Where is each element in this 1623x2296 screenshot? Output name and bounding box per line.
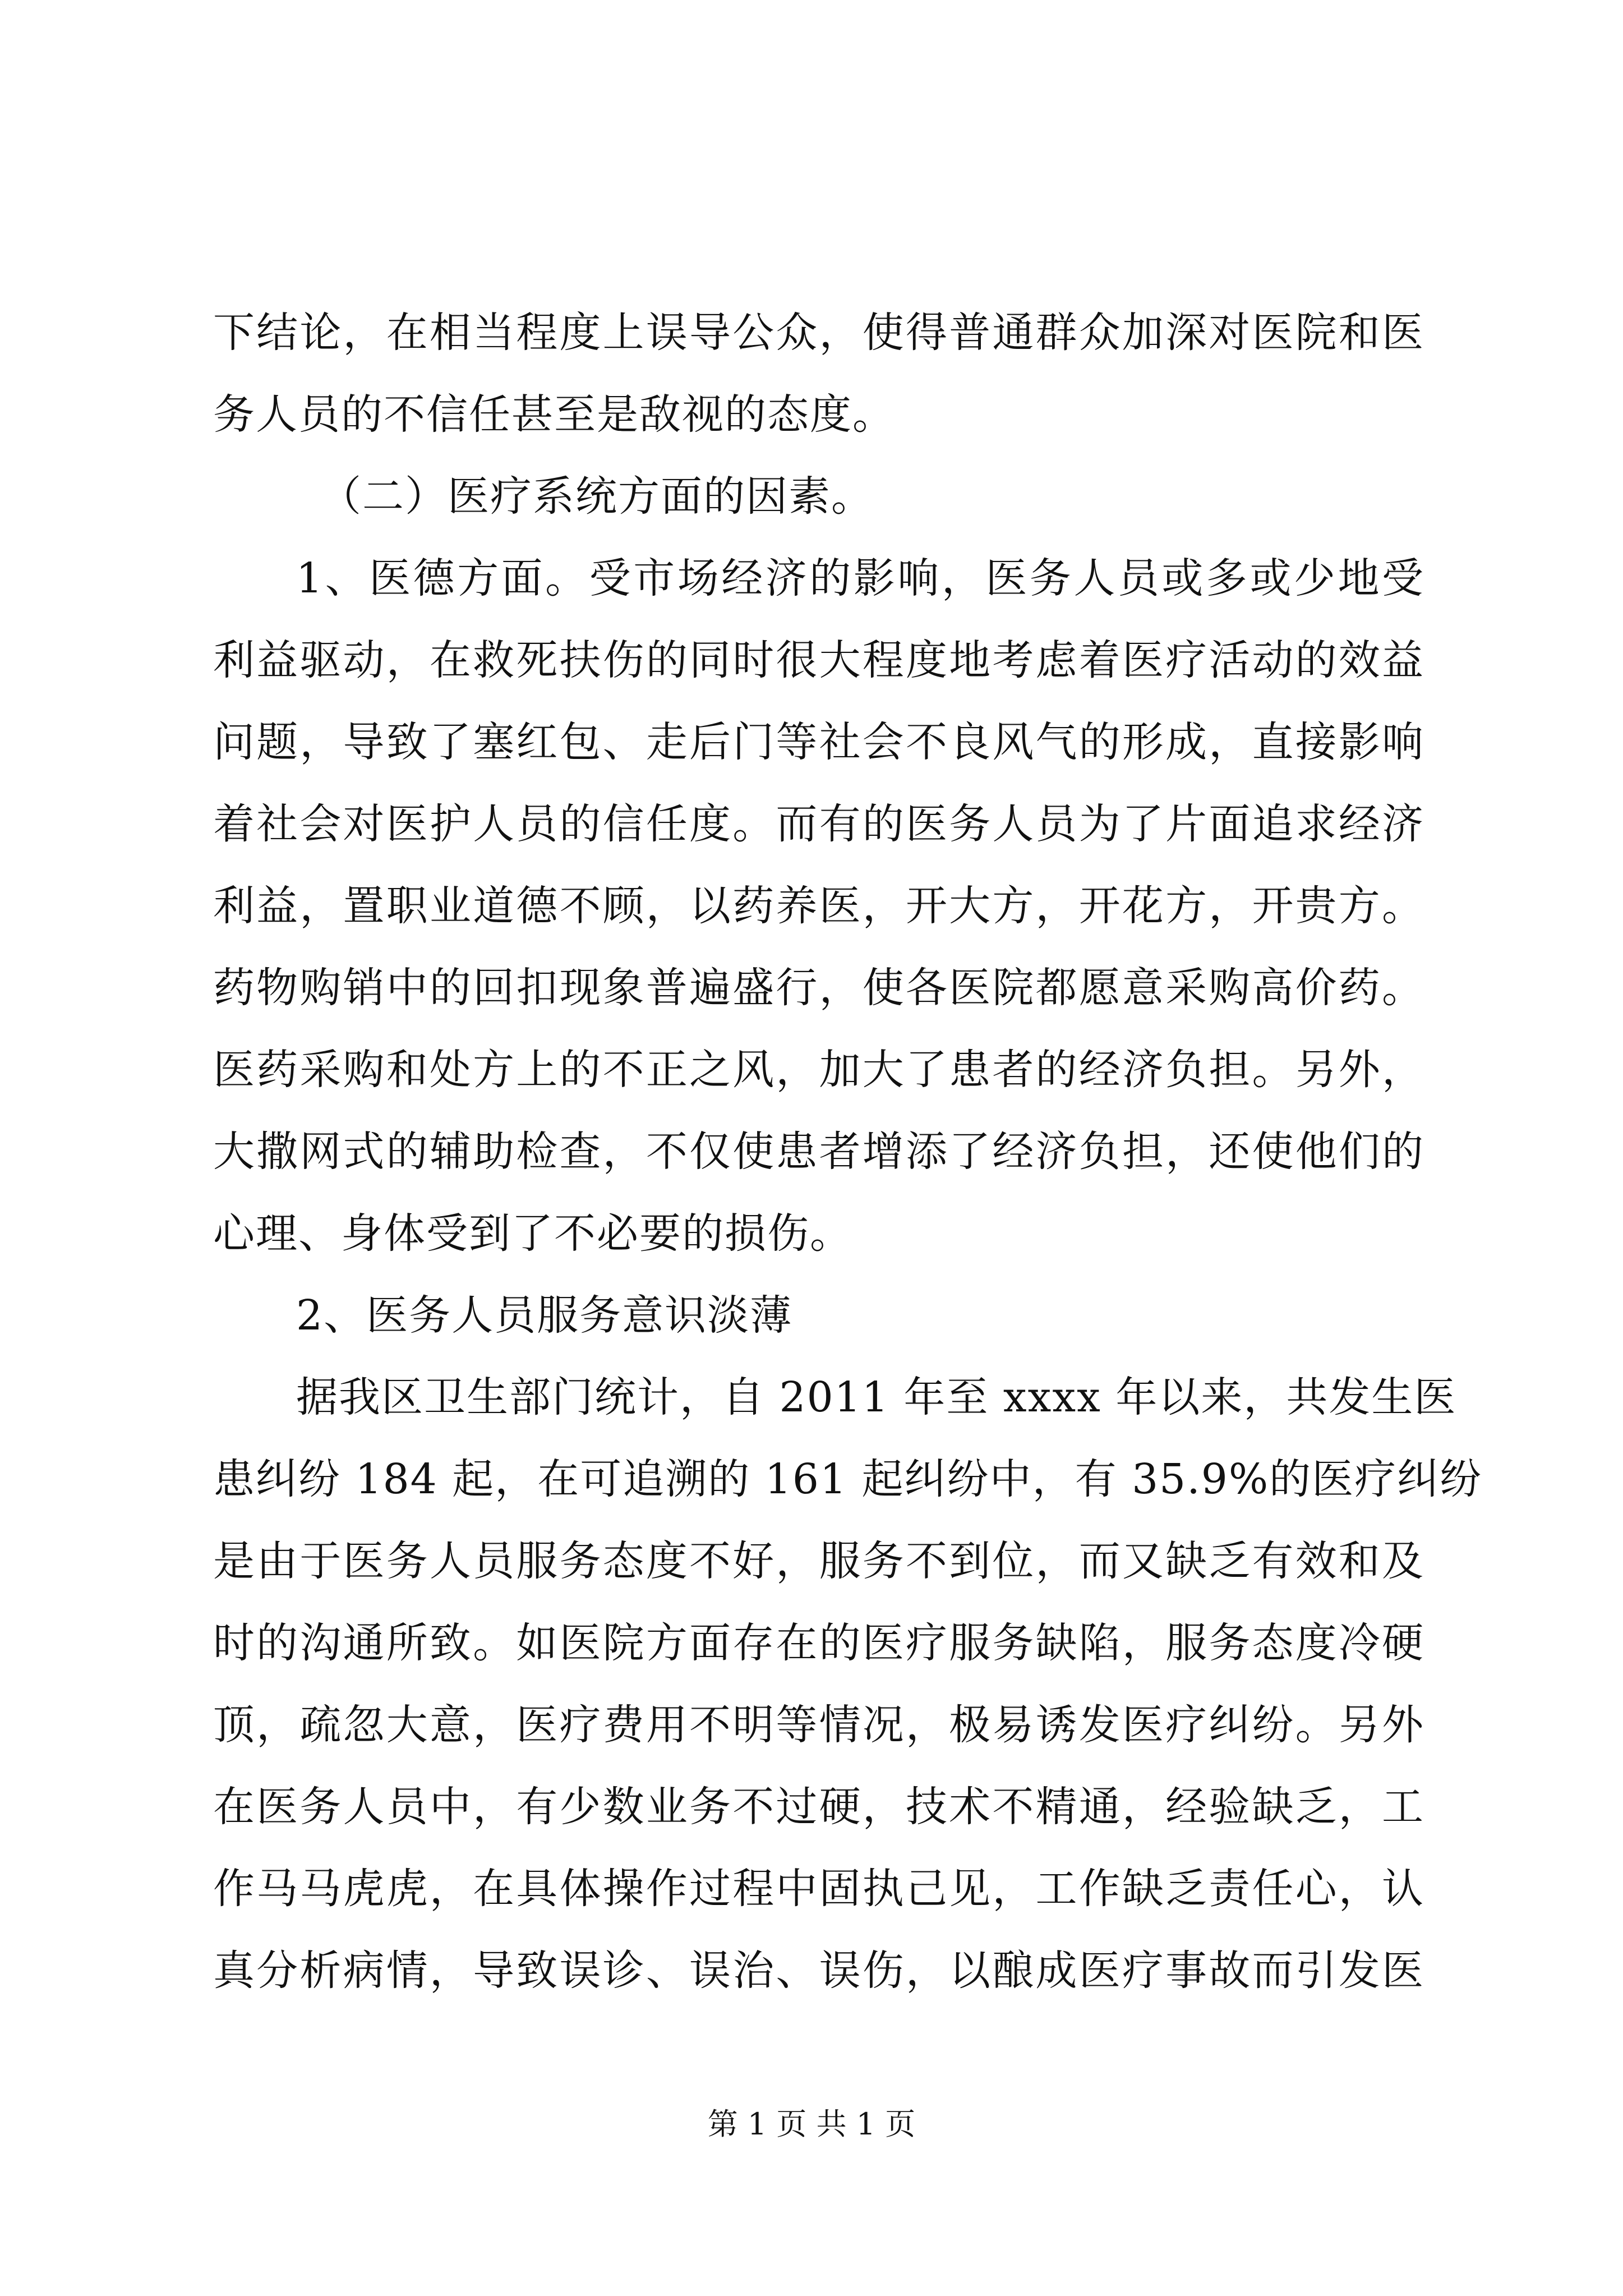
subsection-heading: 2、医务人员服务意识淡薄 [296, 1291, 793, 1340]
text-line: 务人员的不信任甚至是敌视的态度。 [213, 390, 895, 439]
subsection-heading-line: 1、医德方面。受市场经济的影响，医务人员或多或少地受 [296, 554, 1424, 602]
text-line: 时的沟通所致。如医院方面存在的医疗服务缺陷，服务态度冷硬 [213, 1619, 1424, 1667]
text-line: 下结论，在相当程度上误导公众，使得普通群众加深对医院和医 [213, 309, 1424, 357]
page-footer [0, 2105, 1623, 2144]
text-line: 利益驱动，在救死扶伤的同时很大程度地考虑着医疗活动的效益 [213, 636, 1424, 684]
document-body [213, 292, 1483, 2012]
text-line: 大撒网式的辅助检查，不仅使患者增添了经济负担，还使他们的 [213, 1128, 1424, 1176]
text-line: 在医务人员中，有少数业务不过硬，技术不精通，经验缺乏，工 [213, 1783, 1424, 1831]
text-line: 药物购销中的回扣现象普遍盛行，使各医院都愿意采购高价药。 [213, 964, 1424, 1012]
text-line: 着社会对医护人员的信任度。而有的医务人员为了片面追求经济 [213, 800, 1424, 848]
text-line: 是由于医务人员服务态度不好，服务不到位，而又缺乏有效和及 [213, 1537, 1424, 1585]
section-heading: （二）医疗系统方面的因素。 [320, 472, 874, 521]
text-line: 真分析病情，导致误诊、误治、误伤，以酿成医疗事故而引发医 [213, 1947, 1424, 1995]
text-line: 医药采购和处方上的不正之风，加大了患者的经济负担。另外， [213, 1046, 1424, 1094]
text-line: 心理、身体受到了不必要的损伤。 [213, 1209, 852, 1258]
text-line: 利益，置职业道德不顾，以药养医，开大方，开花方，开贵方。 [213, 882, 1424, 930]
text-line: 顶，疏忽大意，医疗费用不明等情况，极易诱发医疗纠纷。另外 [213, 1701, 1424, 1749]
text-line: 患纠纷 184 起，在可追溯的 161 起纠纷中，有 35.9%的医疗纠纷 [213, 1455, 1483, 1503]
text-line: 作马马虎虎，在具体操作过程中固执己见，工作缺乏责任心，认 [213, 1865, 1424, 1913]
page-number: 第 1 页 共 1 页 [707, 2106, 916, 2142]
text-line: 问题，导致了塞红包、走后门等社会不良风气的形成，直接影响 [213, 718, 1424, 766]
text-line: 据我区卫生部门统计，自 2011 年至 xxxx 年以来，共发生医 [296, 1373, 1457, 1421]
